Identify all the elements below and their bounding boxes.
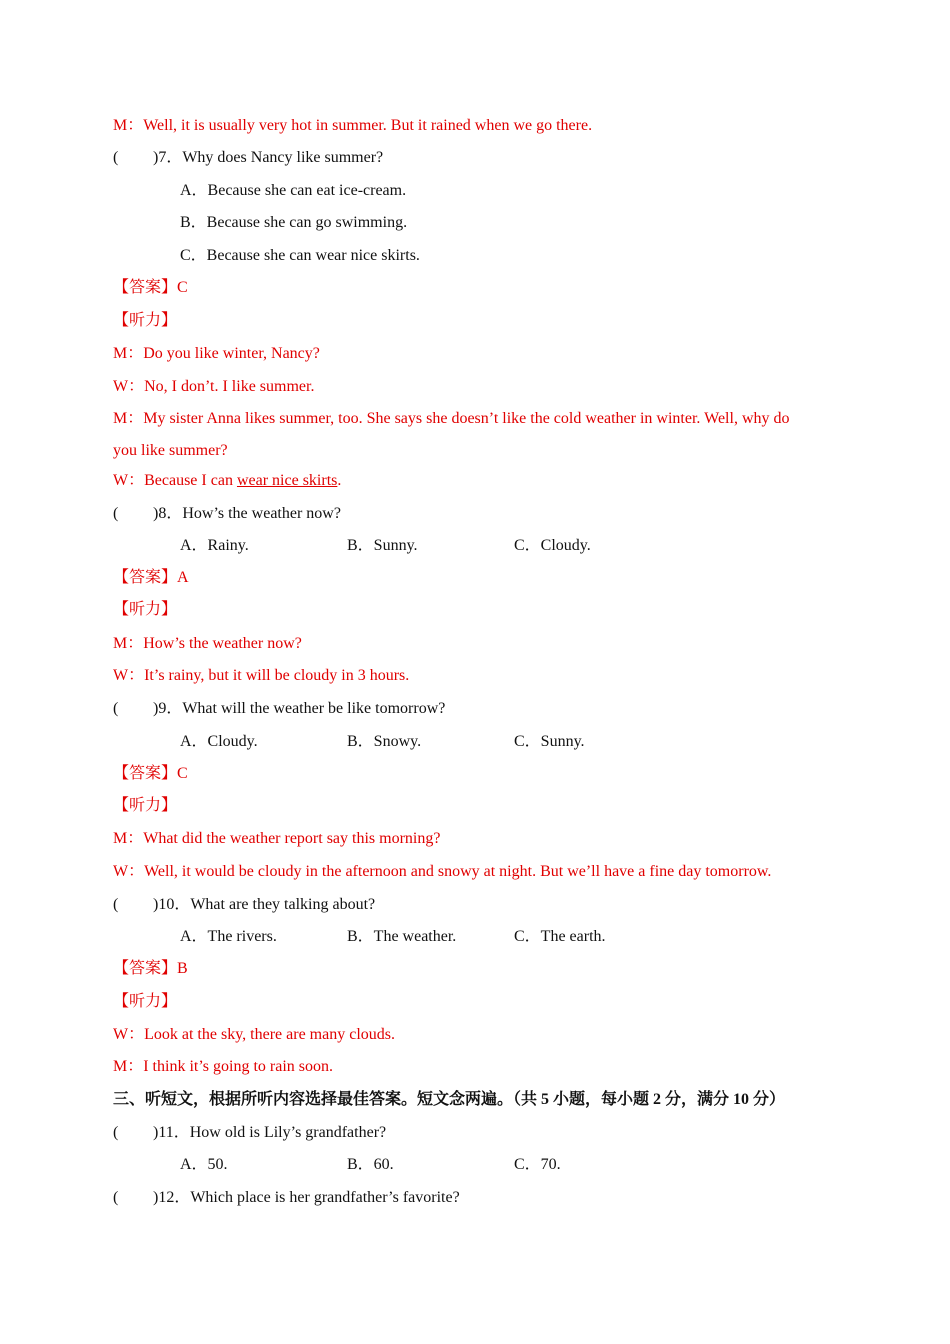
listening-label: 【听力】 — [113, 797, 178, 814]
listening-label: 【听力】 — [113, 312, 178, 329]
question-8 — [113, 504, 341, 524]
answer-label: 【答案】B — [113, 960, 188, 977]
dialogue-line: W：Look at the sky, there are many clouds. — [113, 1026, 395, 1043]
answer-blank: ( — [113, 1189, 119, 1206]
option-a: A．Cloudy. — [180, 733, 258, 750]
dialogue-line — [113, 471, 341, 491]
option-c: C．Sunny. — [514, 733, 585, 750]
answer-blank: ( — [113, 505, 119, 522]
question-text: )12．Which place is her grandfather’s favorite? — [153, 1189, 460, 1206]
dialogue-line: you like summer? — [113, 442, 228, 459]
answer-blank: ( — [113, 700, 119, 717]
question-text: )7．Why does Nancy like summer? — [153, 149, 384, 166]
question-text: )9．What will the weather be like tomorrow? — [153, 700, 446, 717]
dialogue-line: M：What did the weather report say this morning? — [113, 830, 441, 847]
dialogue-line: M：I think it’s going to rain soon. — [113, 1058, 334, 1075]
question-12 — [113, 1188, 460, 1208]
question-text: )10．What are they talking about? — [153, 896, 376, 913]
answer-blank: ( — [113, 149, 119, 166]
answer-blank: ( — [113, 896, 119, 913]
dialogue-text: . — [337, 472, 342, 489]
option-a: A．50. — [180, 1156, 228, 1173]
underlined-key-phrase: wear nice skirts — [236, 472, 338, 489]
dialogue-line: M：How’s the weather now? — [113, 635, 302, 652]
option-c: C．70. — [514, 1156, 561, 1173]
question-10 — [113, 895, 375, 915]
option-c: C．Because she can wear nice skirts. — [180, 247, 420, 264]
question-9 — [113, 699, 445, 719]
listening-label: 【听力】 — [113, 993, 178, 1010]
dialogue-line: M：My sister Anna likes summer, too. She says she doesn’t like the cold weather in winter. Well, why do — [113, 410, 790, 427]
answer-label: 【答案】C — [113, 765, 188, 782]
question-text: )8．How’s the weather now? — [153, 505, 341, 522]
option-a: A．Rainy. — [180, 537, 249, 554]
dialogue-line: W：No, I don’t. I like summer. — [113, 378, 315, 395]
answer-label: 【答案】A — [113, 569, 189, 586]
question-11 — [113, 1123, 386, 1143]
option-c: C．Cloudy. — [514, 537, 591, 554]
answer-label: 【答案】C — [113, 279, 188, 296]
option-b: B．Snowy. — [347, 733, 422, 750]
option-a: A．Because she can eat ice-cream. — [180, 182, 407, 199]
section-heading: 三、听短文，根据所听内容选择最佳答案。短文念两遍。（共 5 小题，每小题 2 分，满分 10 分） — [113, 1091, 786, 1108]
dialogue-line: W：It’s rainy, but it will be cloudy in 3 hours. — [113, 667, 410, 684]
listening-label: 【听力】 — [113, 601, 178, 618]
question-7 — [113, 148, 383, 168]
option-b: B．60. — [347, 1156, 394, 1173]
question-text: )11．How old is Lily’s grandfather? — [153, 1124, 387, 1141]
option-b: B．The weather. — [347, 928, 457, 945]
dialogue-text: W：Because I can — [113, 472, 237, 489]
dialogue-line: W：Well, it would be cloudy in the afternoon and snowy at night. But we’ll have a fine day tomorrow. — [113, 863, 772, 880]
answer-blank: ( — [113, 1124, 119, 1141]
dialogue-line: M：Well, it is usually very hot in summer. But it rained when we go there. — [113, 117, 593, 134]
option-c: C．The earth. — [514, 928, 606, 945]
option-b: B．Because she can go swimming. — [180, 214, 408, 231]
dialogue-line: M：Do you like winter, Nancy? — [113, 345, 320, 362]
option-a: A．The rivers. — [180, 928, 277, 945]
option-b: B．Sunny. — [347, 537, 418, 554]
